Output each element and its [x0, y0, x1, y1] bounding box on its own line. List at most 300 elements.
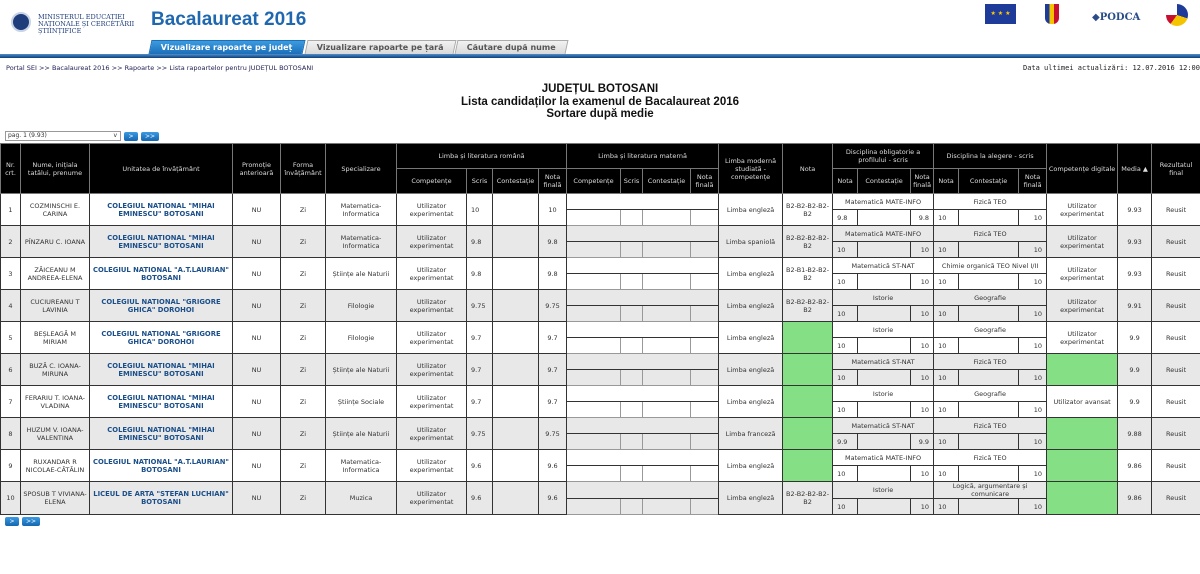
mandatory-grade: 10 — [833, 402, 858, 418]
maternal-written — [621, 210, 643, 226]
mandatory-subject: Matematică ST-NAT — [833, 354, 934, 370]
modern-language-grade — [783, 386, 833, 418]
table-row — [1, 450, 1200, 466]
digital-competence: Utilizator experimentat — [1047, 226, 1118, 258]
last-page-button-bottom[interactable]: >> — [22, 517, 40, 526]
eu-logo-icon: ★ ★ ★ — [985, 4, 1016, 24]
elective-grade: 10 — [934, 402, 959, 418]
candidate-name: HUZUM V. IOANA-VALENTINA — [21, 418, 90, 450]
romanian-written: 9.6 — [467, 482, 493, 515]
maternal-language-name — [567, 386, 719, 402]
average: 9.93 — [1118, 258, 1152, 290]
study-form: Zi — [281, 258, 326, 290]
elective-appeal — [959, 306, 1019, 322]
mandatory-grade: 9.8 — [833, 210, 858, 226]
final-result: Reusit — [1152, 386, 1200, 418]
final-result: Reusit — [1152, 450, 1200, 482]
elective-final: 10 — [1019, 242, 1047, 258]
romanian-final: 9.6 — [539, 482, 567, 515]
row-number: 8 — [1, 418, 21, 450]
digital-competence: Utilizator experimentat — [1047, 194, 1118, 226]
romanian-written: 9.8 — [467, 258, 493, 290]
candidate-name: ZĂICEANU M ANDREEA-ELENA — [21, 258, 90, 290]
maternal-written — [621, 306, 643, 322]
elective-final: 10 — [1019, 402, 1047, 418]
average: 9.93 — [1118, 226, 1152, 258]
final-result: Reusit — [1152, 482, 1200, 515]
mandatory-subject: Matematică MATE-INFO — [833, 194, 934, 210]
elective-subject: Geografie — [934, 290, 1047, 306]
maternal-competence — [567, 242, 621, 258]
romanian-final: 9.75 — [539, 418, 567, 450]
elective-appeal — [959, 242, 1019, 258]
modern-language-grade — [783, 322, 833, 354]
ministry-logo-icon — [11, 12, 31, 32]
col-mat-comp: Competențe — [567, 169, 621, 194]
bottom-pager — [5, 517, 40, 526]
digital-competence: Utilizator experimentat — [1047, 290, 1118, 322]
table-row — [1, 290, 1200, 306]
digital-competence — [1047, 450, 1118, 482]
maternal-competence — [567, 338, 621, 354]
col-nota: Nota — [783, 144, 833, 194]
tab-report-country[interactable] — [304, 40, 456, 54]
final-result: Reusit — [1152, 194, 1200, 226]
romanian-competence: Utilizator experimentat — [397, 258, 467, 290]
col-rom-scris: Scris — [467, 169, 493, 194]
mandatory-appeal — [858, 466, 911, 482]
mandatory-appeal — [858, 370, 911, 386]
romanian-competence: Utilizator experimentat — [397, 290, 467, 322]
mandatory-subject: Matematică MATE-INFO — [833, 450, 934, 466]
study-form: Zi — [281, 194, 326, 226]
elective-final: 10 — [1019, 306, 1047, 322]
digital-competence: Utilizator experimentat — [1047, 258, 1118, 290]
romanian-appeal — [493, 258, 539, 290]
breadcrumb-reports[interactable]: Rapoarte — [124, 64, 155, 72]
mandatory-final: 10 — [911, 370, 934, 386]
mandatory-final: 9.8 — [911, 210, 934, 226]
average: 9.93 — [1118, 194, 1152, 226]
romanian-appeal — [493, 226, 539, 258]
mandatory-appeal — [858, 274, 911, 290]
maternal-competence — [567, 466, 621, 482]
final-result: Reusit — [1152, 226, 1200, 258]
digital-competence: Utilizator experimentat — [1047, 322, 1118, 354]
romanian-written: 9.7 — [467, 322, 493, 354]
maternal-language-name — [567, 482, 719, 499]
modern-language: Limba engleză — [719, 322, 783, 354]
school-link[interactable]: COLEGIUL NATIONAL "MIHAI EMINESCU" BOTOSANI — [90, 386, 233, 418]
maternal-final — [691, 499, 719, 515]
romanian-appeal — [493, 354, 539, 386]
mandatory-grade: 10 — [833, 466, 858, 482]
modern-language-grade: B2-B1-B2-B2-B2 — [783, 258, 833, 290]
mandatory-appeal — [858, 338, 911, 354]
modern-language-grade: B2-B2-B2-B2-B2 — [783, 226, 833, 258]
modern-language: Limba engleză — [719, 354, 783, 386]
mandatory-subject: Matematică ST-NAT — [833, 258, 934, 274]
previous-promotion: NU — [233, 290, 281, 322]
romanian-competence: Utilizator experimentat — [397, 226, 467, 258]
final-result: Reusit — [1152, 354, 1200, 386]
candidate-name: BEȘLEAGĂ M MIRIAM — [21, 322, 90, 354]
romanian-final: 9.8 — [539, 226, 567, 258]
maternal-appeal — [643, 499, 691, 515]
school-link[interactable]: COLEGIUL NATIONAL "MIHAI EMINESCU" BOTOSANI — [90, 194, 233, 226]
romanian-written: 10 — [467, 194, 493, 226]
col-nr: Nr. crt. — [1, 144, 21, 194]
col-rom-comp: Competențe — [397, 169, 467, 194]
romanian-competence: Utilizator experimentat — [397, 386, 467, 418]
maternal-appeal — [643, 434, 691, 450]
modern-language: Limba engleză — [719, 290, 783, 322]
average: 9.88 — [1118, 418, 1152, 450]
row-number: 4 — [1, 290, 21, 322]
tab-report-county[interactable] — [149, 40, 306, 54]
romanian-appeal — [493, 418, 539, 450]
mandatory-grade: 10 — [833, 306, 858, 322]
row-number: 5 — [1, 322, 21, 354]
maternal-appeal — [643, 402, 691, 418]
maternal-written — [621, 338, 643, 354]
elective-subject: Geografie — [934, 386, 1047, 402]
modern-language-grade — [783, 354, 833, 386]
maternal-final — [691, 338, 719, 354]
mandatory-final: 10 — [911, 274, 934, 290]
specialization: Matematica-Informatica — [326, 194, 397, 226]
romanian-appeal — [493, 386, 539, 418]
romanian-written: 9.7 — [467, 386, 493, 418]
county-title: JUDEȚUL BOTOSANI — [541, 83, 659, 95]
col-unit: Unitatea de învățământ — [90, 144, 233, 194]
elective-grade: 10 — [934, 242, 959, 258]
tab-label: Vizualizare rapoarte pe țară — [316, 43, 444, 52]
next-page-button[interactable]: > — [124, 132, 138, 141]
mandatory-subject: Istorie — [833, 290, 934, 306]
school-link[interactable]: COLEGIUL NATIONAL "MIHAI EMINESCU" BOTOSANI — [90, 226, 233, 258]
breadcrumb — [6, 64, 313, 72]
elective-final: 10 — [1019, 434, 1047, 450]
mandatory-grade: 10 — [833, 499, 858, 515]
elective-final: 10 — [1019, 338, 1047, 354]
maternal-competence — [567, 434, 621, 450]
maternal-appeal — [643, 370, 691, 386]
maternal-competence — [567, 306, 621, 322]
breadcrumb-portal[interactable]: Portal SEI — [6, 64, 37, 72]
row-number: 10 — [1, 482, 21, 515]
romanian-competence: Utilizator experimentat — [397, 354, 467, 386]
romanian-final: 9.7 — [539, 322, 567, 354]
mandatory-grade: 10 — [833, 338, 858, 354]
col-digitale: Competențe digitale — [1047, 144, 1118, 194]
maternal-written — [621, 274, 643, 290]
elective-grade: 10 — [934, 434, 959, 450]
col-rom-final: Nota finală — [539, 169, 567, 194]
mandatory-subject: Istorie — [833, 322, 934, 338]
col-promo: Promoție anterioară — [233, 144, 281, 194]
next-page-button-bottom[interactable]: > — [5, 517, 19, 526]
maternal-language-name — [567, 450, 719, 466]
romanian-written: 9.6 — [467, 450, 493, 482]
elective-final: 10 — [1019, 499, 1047, 515]
romanian-written: 9.75 — [467, 418, 493, 450]
romanian-appeal — [493, 194, 539, 226]
specialization: Muzica — [326, 482, 397, 515]
average: 9.9 — [1118, 354, 1152, 386]
elective-subject: Geografie — [934, 322, 1047, 338]
elective-appeal — [959, 466, 1019, 482]
school-link[interactable]: LICEUL DE ARTA "STEFAN LUCHIAN" BOTOSANI — [90, 482, 233, 515]
specialization: Științe ale Naturii — [326, 354, 397, 386]
maternal-final — [691, 306, 719, 322]
maternal-language-name — [567, 226, 719, 242]
page-header — [0, 0, 1200, 58]
last-page-button[interactable]: >> — [141, 132, 159, 141]
modern-language: Limba engleză — [719, 258, 783, 290]
elective-grade: 10 — [934, 499, 959, 515]
pager — [5, 131, 159, 141]
romanian-appeal — [493, 290, 539, 322]
ministry-name: MINISTERUL EDUCAȚIEI NAȚIONALE ȘI CERCETĂRII ȘTIINȚIFICE — [38, 13, 135, 35]
romanian-final: 9.7 — [539, 354, 567, 386]
specialization: Științe ale Naturii — [326, 258, 397, 290]
mandatory-final: 10 — [911, 242, 934, 258]
study-form: Zi — [281, 418, 326, 450]
elective-final: 10 — [1019, 370, 1047, 386]
previous-promotion: NU — [233, 450, 281, 482]
maternal-final — [691, 210, 719, 226]
maternal-written — [621, 499, 643, 515]
elective-appeal — [959, 499, 1019, 515]
elective-appeal — [959, 210, 1019, 226]
school-link[interactable]: COLEGIUL NATIONAL "MIHAI EMINESCU" BOTOSANI — [90, 354, 233, 386]
modern-language: Limba engleză — [719, 386, 783, 418]
maternal-written — [621, 370, 643, 386]
romanian-written: 9.8 — [467, 226, 493, 258]
elective-grade: 10 — [934, 370, 959, 386]
header-divider — [0, 54, 1200, 58]
romanian-competence: Utilizator experimentat — [397, 450, 467, 482]
romanian-appeal — [493, 322, 539, 354]
sort-title: Sortare după medie — [546, 108, 654, 120]
maternal-final — [691, 370, 719, 386]
elective-appeal — [959, 402, 1019, 418]
col-obligatorie: Disciplina obligatorie a profilului - scris — [833, 144, 934, 169]
maternal-competence — [567, 499, 621, 515]
mandatory-final: 10 — [911, 402, 934, 418]
final-result: Reusit — [1152, 258, 1200, 290]
table-row — [1, 226, 1200, 242]
maternal-written — [621, 402, 643, 418]
final-result: Reusit — [1152, 418, 1200, 450]
elective-grade: 10 — [934, 466, 959, 482]
previous-promotion: NU — [233, 194, 281, 226]
romanian-appeal — [493, 450, 539, 482]
elective-grade: 10 — [934, 274, 959, 290]
col-ob-nota: Nota — [833, 169, 858, 194]
maternal-appeal — [643, 338, 691, 354]
study-form: Zi — [281, 226, 326, 258]
col-spec: Specializare — [326, 144, 397, 194]
modern-language: Limba engleză — [719, 482, 783, 515]
col-mat-scris: Scris — [621, 169, 643, 194]
specialization: Filologie — [326, 322, 397, 354]
maternal-appeal — [643, 466, 691, 482]
last-update: Data ultimei actualizări: 12.07.2016 12:00 — [1022, 64, 1200, 72]
study-form: Zi — [281, 322, 326, 354]
maternal-language-name — [567, 194, 719, 210]
elective-final: 10 — [1019, 466, 1047, 482]
mandatory-final: 10 — [911, 499, 934, 515]
col-forma: Forma învățământ — [281, 144, 326, 194]
previous-promotion: NU — [233, 354, 281, 386]
elective-subject: Fizică TEO — [934, 194, 1047, 210]
maternal-appeal — [643, 242, 691, 258]
structural-instruments-logo-icon — [1166, 4, 1188, 26]
romanian-appeal — [493, 482, 539, 515]
final-result: Reusit — [1152, 322, 1200, 354]
candidates-table — [0, 143, 1200, 515]
school-link[interactable]: COLEGIUL NATIONAL "GRIGORE GHICA" DOROHOI — [90, 322, 233, 354]
elective-appeal — [959, 338, 1019, 354]
elective-subject: Fizică TEO — [934, 354, 1047, 370]
elective-appeal — [959, 434, 1019, 450]
study-form: Zi — [281, 482, 326, 515]
average: 9.9 — [1118, 386, 1152, 418]
digital-competence — [1047, 482, 1118, 515]
page-select[interactable]: pag. 1 (9.93) v — [5, 131, 121, 141]
maternal-final — [691, 434, 719, 450]
specialization: Filologie — [326, 290, 397, 322]
table-row — [1, 322, 1200, 338]
mandatory-grade: 10 — [833, 370, 858, 386]
romanian-competence: Utilizator experimentat — [397, 482, 467, 515]
romanian-written: 9.75 — [467, 290, 493, 322]
romanian-competence: Utilizator experimentat — [397, 418, 467, 450]
maternal-language-name — [567, 354, 719, 370]
school-link[interactable]: COLEGIUL NATIONAL "A.T.LAURIAN" BOTOSANI — [90, 258, 233, 290]
modern-language: Limba engleză — [719, 450, 783, 482]
table-row — [1, 194, 1200, 210]
col-mat-cont: Contestație — [643, 169, 691, 194]
modern-language: Limba engleză — [719, 194, 783, 226]
table-row — [1, 258, 1200, 274]
maternal-appeal — [643, 274, 691, 290]
previous-promotion: NU — [233, 226, 281, 258]
modern-language-grade: B2-B2-B2-B2-B2 — [783, 482, 833, 515]
romanian-competence: Utilizator experimentat — [397, 194, 467, 226]
col-media-sort[interactable]: Media ▲ — [1118, 144, 1152, 194]
app-title: Bacalaureat 2016 — [151, 9, 307, 30]
study-form: Zi — [281, 290, 326, 322]
specialization: Științe Sociale — [326, 386, 397, 418]
candidate-name: COZMINSCHI E. CARINA — [21, 194, 90, 226]
average: 9.86 — [1118, 482, 1152, 515]
elective-final: 10 — [1019, 274, 1047, 290]
elective-appeal — [959, 274, 1019, 290]
mandatory-final: 10 — [911, 306, 934, 322]
modern-language: Limba franceză — [719, 418, 783, 450]
table-row — [1, 418, 1200, 434]
maternal-competence — [567, 402, 621, 418]
mandatory-final: 10 — [911, 338, 934, 354]
maternal-final — [691, 242, 719, 258]
romanian-competence: Utilizator experimentat — [397, 322, 467, 354]
tab-bar — [150, 40, 569, 54]
col-materna: Limba și literatura maternă — [567, 144, 719, 169]
page-title — [0, 83, 1200, 121]
col-al-nota: Nota — [934, 169, 959, 194]
romanian-final: 9.7 — [539, 386, 567, 418]
mandatory-subject: Istorie — [833, 386, 934, 402]
modern-language-grade — [783, 418, 833, 450]
maternal-language-name — [567, 322, 719, 338]
school-link[interactable]: COLEGIUL NATIONAL "MIHAI EMINESCU" BOTOSANI — [90, 418, 233, 450]
col-alegere: Disciplina la alegere - scris — [934, 144, 1047, 169]
modern-language-grade: B2-B2-B2-B2-B2 — [783, 194, 833, 226]
mandatory-appeal — [858, 402, 911, 418]
row-number: 6 — [1, 354, 21, 386]
candidate-name: BUZĂ C. IOANA-MIRUNA — [21, 354, 90, 386]
digital-competence: Utilizator avansat — [1047, 386, 1118, 418]
elective-final: 10 — [1019, 210, 1047, 226]
col-moderna: Limba modernă studiată - competențe — [719, 144, 783, 194]
candidate-name: PÎNZARU C. IOANA — [21, 226, 90, 258]
tab-search-name[interactable] — [455, 40, 569, 54]
col-ob-final: Nota finală — [911, 169, 934, 194]
previous-promotion: NU — [233, 386, 281, 418]
digital-competence — [1047, 418, 1118, 450]
maternal-appeal — [643, 306, 691, 322]
maternal-competence — [567, 274, 621, 290]
mandatory-grade: 9.9 — [833, 434, 858, 450]
mandatory-appeal — [858, 434, 911, 450]
school-link[interactable]: COLEGIUL NATIONAL "GRIGORE GHICA" DOROHOI — [90, 290, 233, 322]
specialization: Științe ale Naturii — [326, 418, 397, 450]
elective-subject: Chimie organică TEO Nivel I/II — [934, 258, 1047, 274]
row-number: 3 — [1, 258, 21, 290]
mandatory-grade: 10 — [833, 274, 858, 290]
previous-promotion: NU — [233, 322, 281, 354]
school-link[interactable]: COLEGIUL NATIONAL "A.T.LAURIAN" BOTOSANI — [90, 450, 233, 482]
final-result: Reusit — [1152, 290, 1200, 322]
col-romana: Limba și literatura română — [397, 144, 567, 169]
mandatory-appeal — [858, 242, 911, 258]
average: 9.91 — [1118, 290, 1152, 322]
col-name: Nume, inițiala tatălui, prenume — [21, 144, 90, 194]
row-number: 7 — [1, 386, 21, 418]
elective-subject: Fizică TEO — [934, 418, 1047, 434]
table-row — [1, 482, 1200, 499]
breadcrumb-bac[interactable]: Bacalaureat 2016 — [51, 64, 110, 72]
mandatory-subject: Matematică ST-NAT — [833, 418, 934, 434]
mandatory-subject: Matematică MATE-INFO — [833, 226, 934, 242]
modern-language: Limba spaniolă — [719, 226, 783, 258]
elective-grade: 10 — [934, 306, 959, 322]
candidate-name: RUXANDAR R NICOLAE-CĂTĂLIN — [21, 450, 90, 482]
average: 9.86 — [1118, 450, 1152, 482]
tab-label: Vizualizare rapoarte pe județ — [160, 43, 293, 52]
col-rezultat: Rezultatul final — [1152, 144, 1200, 194]
maternal-written — [621, 434, 643, 450]
elective-subject: Fizică TEO — [934, 450, 1047, 466]
breadcrumb-sep: >> — [111, 64, 123, 72]
table-row — [1, 386, 1200, 402]
previous-promotion: NU — [233, 418, 281, 450]
study-form: Zi — [281, 354, 326, 386]
maternal-competence — [567, 210, 621, 226]
